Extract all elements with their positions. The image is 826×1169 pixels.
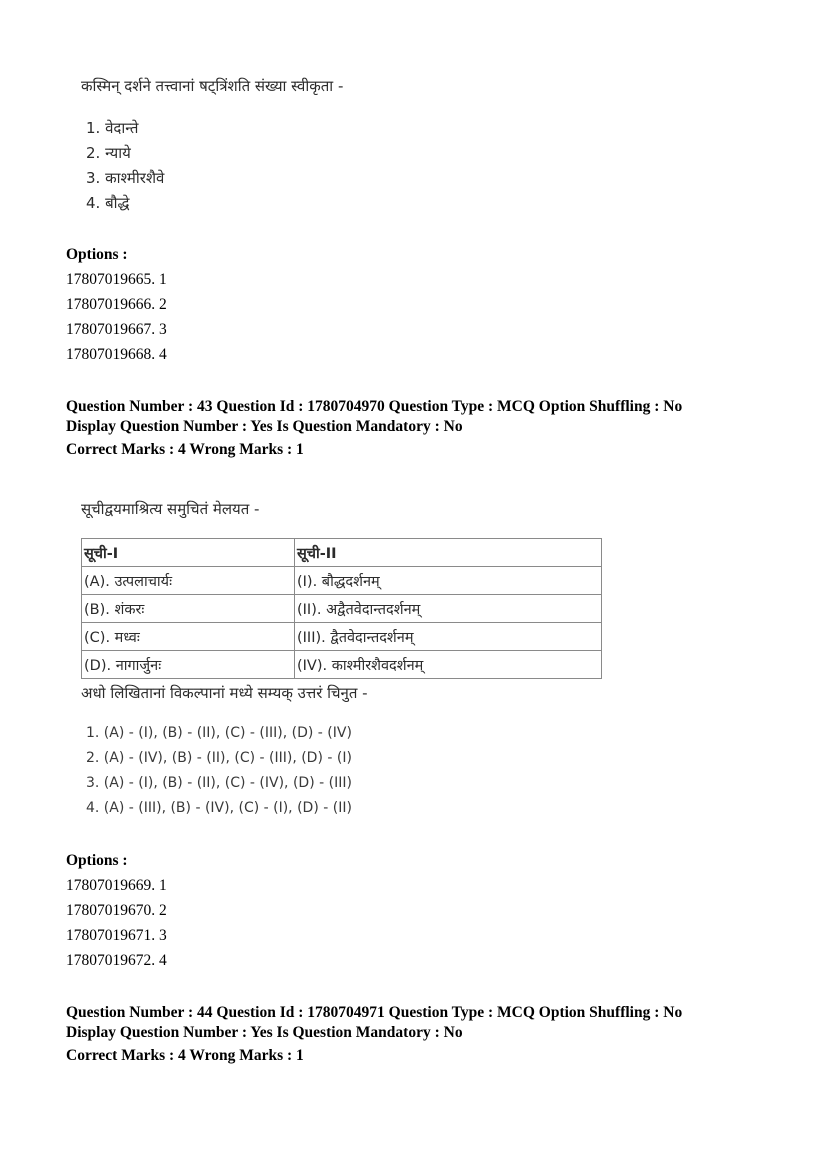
table-cell: (II). अद्वैतवेदान्तदर्शनम् xyxy=(295,595,602,623)
q43-question-text: सूचीद्वयमाश्रित्य समुचितं मेलयत - xyxy=(81,500,260,518)
q43-choice-4: 4. (A) - (III), (B) - (IV), (C) - (I), (D) - (II) xyxy=(86,800,352,816)
q43-choice-2: 2. (A) - (IV), (B) - (II), (C) - (III), (D) - (I) xyxy=(86,750,352,766)
match-table xyxy=(81,538,602,679)
q43-choice-1: 1. (A) - (I), (B) - (II), (C) - (III), (D) - (IV) xyxy=(86,725,352,741)
q42-question-text: कस्मिन् दर्शने तत्त्वानां षट्त्रिंशति संख्या स्वीकृता - xyxy=(81,77,344,95)
table-cell: (I). बौद्धदर्शनम् xyxy=(295,567,602,595)
table-cell: (D). नागार्जुनः xyxy=(82,651,295,679)
q43-instruction: अधो लिखितानां विकल्पानां मध्ये सम्यक् उत्तरं चिनुत - xyxy=(81,684,368,702)
table-header-row xyxy=(82,539,602,567)
table-row xyxy=(82,567,602,595)
q43-options-label: Options : xyxy=(66,852,128,869)
table-cell: (IV). काश्मीरशैवदर्शनम् xyxy=(295,651,602,679)
q43-option-4: 17807019672. 4 xyxy=(66,952,167,969)
q42-option-4: 17807019668. 4 xyxy=(66,346,167,363)
q42-options-label: Options : xyxy=(66,246,128,263)
q43-meta-line-3: Correct Marks : 4 Wrong Marks : 1 xyxy=(66,441,304,458)
q42-choice-4: 4. बौद्धे xyxy=(86,194,130,212)
q43-choice-3: 3. (A) - (I), (B) - (II), (C) - (IV), (D) - (III) xyxy=(86,775,352,791)
table-header-list-2: सूची-II xyxy=(295,539,602,567)
q43-option-3: 17807019671. 3 xyxy=(66,927,167,944)
q43-meta-line-2: Display Question Number : Yes Is Question Mandatory : No xyxy=(66,418,463,435)
q42-choice-3: 3. काश्मीरशैवे xyxy=(86,169,165,187)
table-cell: (A). उत्पलाचार्यः xyxy=(82,567,295,595)
q42-choice-2: 2. न्याये xyxy=(86,144,131,162)
q42-option-3: 17807019667. 3 xyxy=(66,321,167,338)
q42-choice-1: 1. वेदान्ते xyxy=(86,119,139,137)
q42-option-2: 17807019666. 2 xyxy=(66,296,167,313)
q42-option-1: 17807019665. 1 xyxy=(66,271,167,288)
q44-meta-line-3: Correct Marks : 4 Wrong Marks : 1 xyxy=(66,1047,304,1064)
table-row xyxy=(82,651,602,679)
table-cell: (III). द्वैतवेदान्तदर्शनम् xyxy=(295,623,602,651)
table-row xyxy=(82,595,602,623)
q43-meta-line-1: Question Number : 43 Question Id : 1780704970 Question Type : MCQ Option Shuffling : No xyxy=(66,398,683,415)
q44-meta-line-1: Question Number : 44 Question Id : 1780704971 Question Type : MCQ Option Shuffling : No xyxy=(66,1004,683,1021)
q44-meta-line-2: Display Question Number : Yes Is Question Mandatory : No xyxy=(66,1024,463,1041)
table-cell: (C). मध्वः xyxy=(82,623,295,651)
table-row xyxy=(82,623,602,651)
q43-option-2: 17807019670. 2 xyxy=(66,902,167,919)
table-cell: (B). शंकरः xyxy=(82,595,295,623)
q43-option-1: 17807019669. 1 xyxy=(66,877,167,894)
table-header-list-1: सूची-I xyxy=(82,539,295,567)
